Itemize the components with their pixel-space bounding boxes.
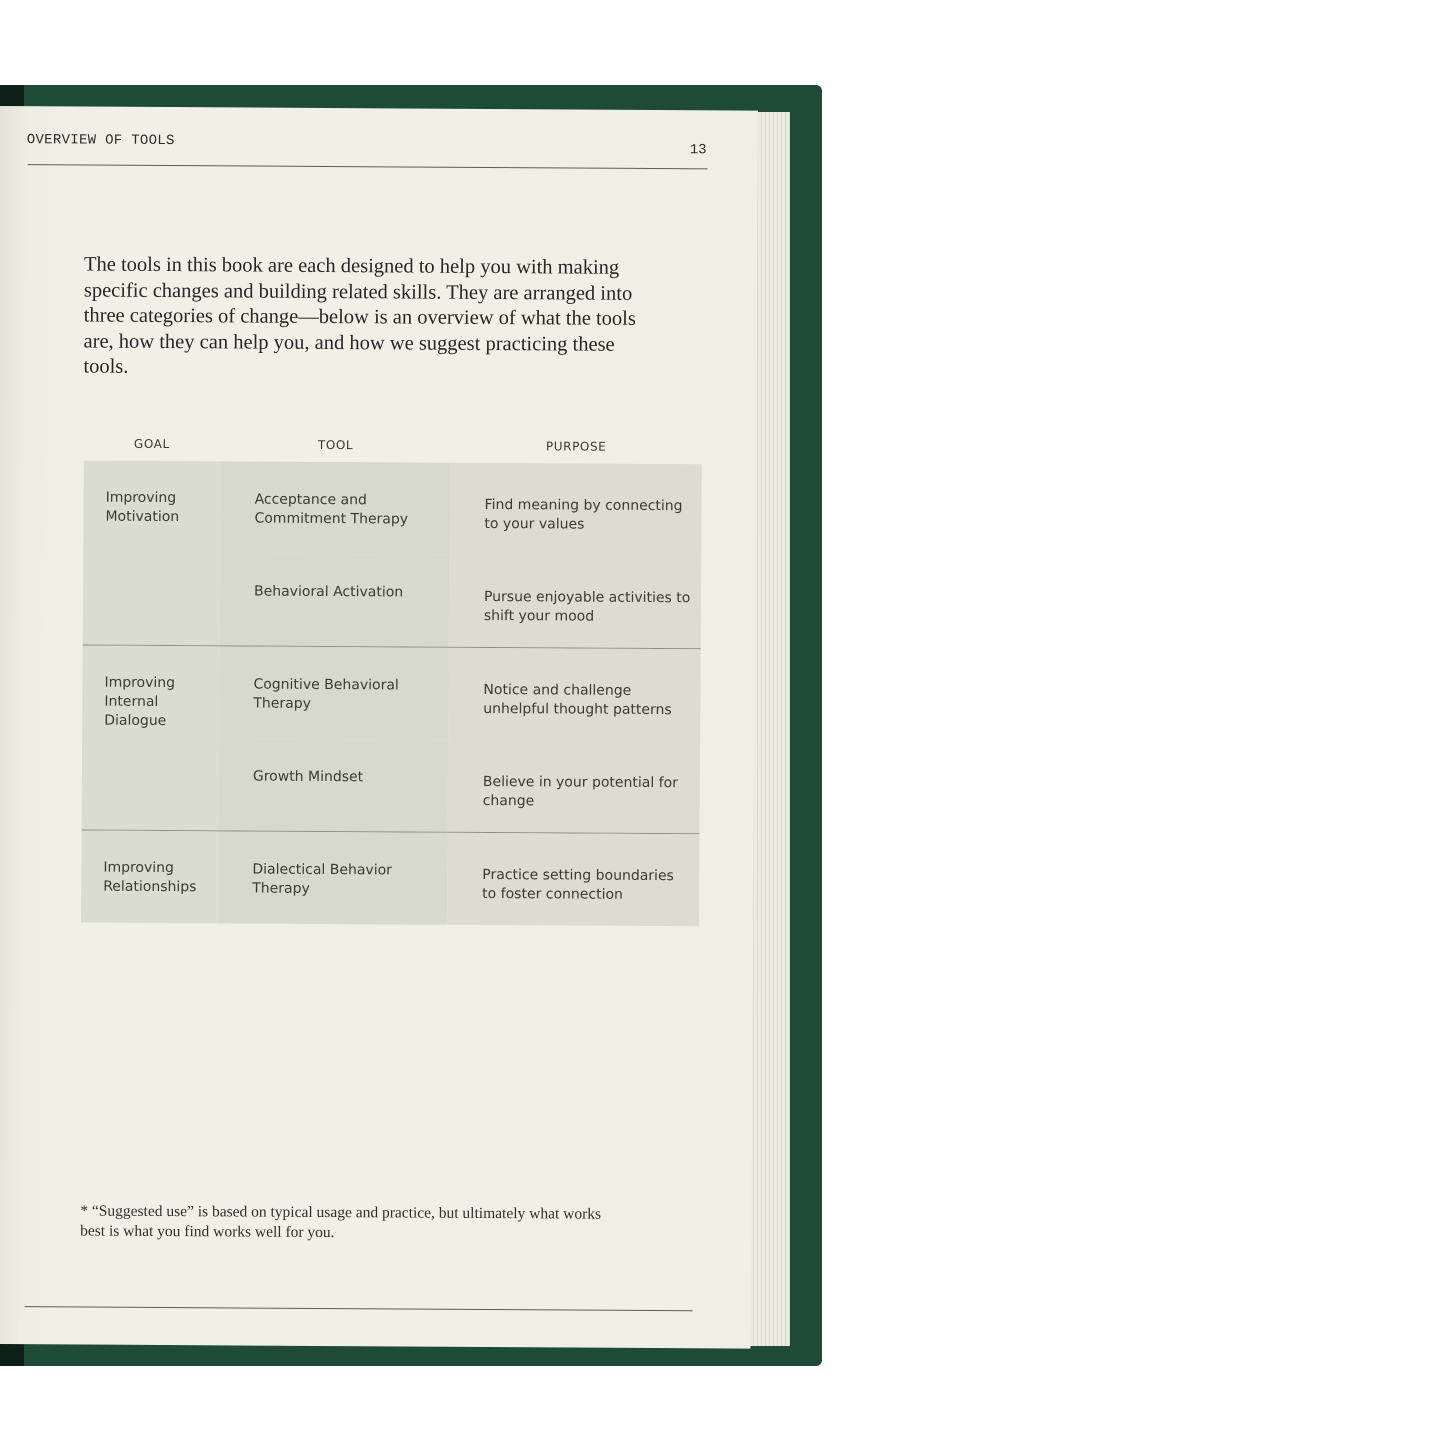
- table-row: [220, 461, 702, 556]
- table-row: [218, 831, 700, 926]
- tools-column: [220, 461, 702, 648]
- goal-cell: Improving Relationships: [81, 831, 219, 924]
- footer-rule: [25, 1306, 693, 1311]
- table-row: [220, 553, 702, 648]
- tool-cell: Acceptance and Commitment Therapy: [220, 461, 450, 554]
- column-header-goal: GOAL: [133, 436, 170, 452]
- tool-cell: Cognitive Behavioral Therapy: [219, 646, 449, 739]
- purpose-cell: Believe in your potential for change: [448, 740, 701, 834]
- purpose-cell: Pursue enjoyable activities to shift your mood: [449, 555, 702, 649]
- table-row-group: [83, 461, 702, 649]
- header-rule: [28, 164, 708, 169]
- goal-cell: Improving Internal Dialogue: [82, 646, 220, 831]
- tool-cell: Behavioral Activation: [220, 553, 450, 646]
- column-header-tool: TOOL: [317, 437, 354, 453]
- tools-column: [219, 646, 701, 833]
- table-row-group: [82, 645, 701, 834]
- purpose-cell: Notice and challenge unhelpful thought patterns: [448, 648, 701, 742]
- tool-cell: Dialectical Behavior Therapy: [218, 831, 448, 924]
- purpose-cell: Find meaning by connecting to your values: [449, 463, 702, 557]
- intro-paragraph: The tools in this book are each designed to help you with making specific changes and building related skills. They are arranged into three categories of change—below is an overview of what the tools are, how they can help you, and how we suggest practicing these tools.: [83, 253, 636, 378]
- book-page: [0, 106, 758, 1349]
- purpose-cell: Practice setting boundaries to foster connection: [447, 833, 700, 927]
- page-number: 13: [689, 142, 707, 159]
- tools-table: [81, 461, 702, 927]
- table-row-group: [81, 830, 700, 927]
- tool-cell: Growth Mindset: [219, 738, 449, 831]
- table-row: [219, 738, 701, 833]
- footnote: * “Suggested use” is based on typical usage and practice, but ultimately what works best is what you find works well for you.: [80, 1202, 602, 1242]
- tools-column: [218, 831, 700, 926]
- table-row: [219, 646, 701, 741]
- column-header-purpose: PURPOSE: [545, 439, 607, 454]
- page-header-title: OVERVIEW OF TOOLS: [26, 132, 175, 150]
- goal-cell: Improving Motivation: [83, 461, 221, 646]
